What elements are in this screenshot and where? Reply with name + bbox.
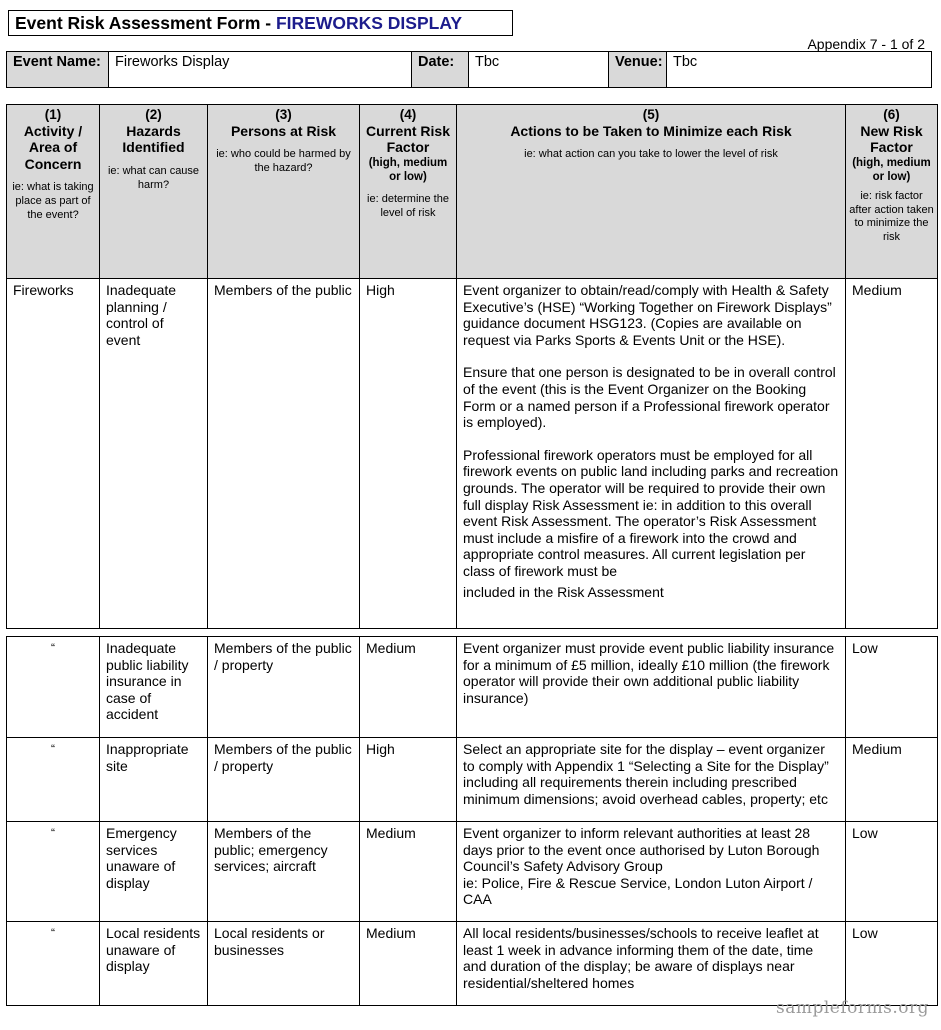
risk-table-main (6, 104, 938, 629)
table-row (7, 922, 938, 1006)
event-name-label: Event Name: (7, 52, 109, 88)
current-risk-cell: Medium (360, 922, 457, 1006)
persons-cell: Members of the public / property (208, 637, 360, 738)
table-row (7, 822, 938, 922)
column-header-actions: (5) Actions to be Taken to Minimize each Risk ie: what action can you take to lower the level of risk (457, 105, 846, 279)
actions-cell: Event organizer to inform relevant authorities at least 28 days prior to the event once authorised by Luton Borough Council’s Safety Advisory Group ie: Police, Fire & Rescue Service, London Luton Airport / CAA (457, 822, 846, 922)
ditto-mark: “ (51, 641, 55, 655)
current-risk-cell: Medium (360, 637, 457, 738)
risk-table-continued (6, 636, 938, 1006)
activity-cell (7, 922, 100, 1006)
appendix-label: Appendix 7 - 1 of 2 (807, 36, 925, 52)
hazard-cell: Inappropriate site (100, 738, 208, 822)
activity-cell (7, 738, 100, 822)
watermark: sampleforms.org (775, 998, 929, 1018)
new-risk-cell: Low (846, 822, 938, 922)
actions-cell (457, 279, 846, 629)
column-header-activity: (1) Activity / Area of Concern ie: what is taking place as part of the event? (7, 105, 100, 279)
activity-cell (7, 637, 100, 738)
ditto-mark: “ (51, 926, 55, 940)
table-row (7, 279, 938, 629)
event-info-table (6, 51, 932, 88)
venue-label: Venue: (609, 52, 667, 88)
form-title-main: Event Risk Assessment Form - (15, 13, 276, 33)
action-paragraph: Ensure that one person is designated to be in overall control of the event (this is the Event Organizer on the Booking Form or a named person if a Professional firework operator is employed). (463, 364, 836, 431)
persons-cell: Members of the public (208, 279, 360, 629)
persons-cell: Members of the public / property (208, 738, 360, 822)
new-risk-cell: Medium (846, 738, 938, 822)
table-row (7, 738, 938, 822)
date-field[interactable]: Tbc (469, 52, 609, 88)
current-risk-cell: High (360, 738, 457, 822)
persons-cell: Members of the public; emergency services; aircraft (208, 822, 360, 922)
date-label: Date: (412, 52, 469, 88)
activity-cell: Fireworks (7, 279, 100, 629)
hazard-cell: Emergency services unaware of display (100, 822, 208, 922)
venue-field[interactable]: Tbc (667, 52, 932, 88)
column-header-persons: (3) Persons at Risk ie: who could be harmed by the hazard? (208, 105, 360, 279)
form-title (8, 10, 513, 36)
event-name-field[interactable]: Fireworks Display (109, 52, 412, 88)
current-risk-cell: Medium (360, 822, 457, 922)
column-header-new-risk: (6) New Risk Factor (high, medium or low) ie: risk factor after action taken to minimize the risk (846, 105, 938, 279)
new-risk-cell: Low (846, 637, 938, 738)
column-header-hazards: (2) Hazards Identified ie: what can cause harm? (100, 105, 208, 279)
current-risk-cell: High (360, 279, 457, 629)
new-risk-cell: Medium (846, 279, 938, 629)
action-paragraph: Professional firework operators must be employed for all firework events on public land including parks and recreation grounds. The operator will be required to provide their own full display Risk Assessment ie: in addition to this overall event Risk Assessment. The operator’s Risk Assessment must include a misfire of a firework into the crowd and appropriate control measures. All current legislation per class of firework must be (463, 446, 839, 579)
ditto-mark: “ (51, 742, 55, 756)
hazard-cell: Inadequate public liability insurance in case of accident (100, 637, 208, 738)
form-title-accent: FIREWORKS DISPLAY (275, 13, 463, 33)
activity-cell (7, 822, 100, 922)
actions-cell: All local residents/businesses/schools to receive leaflet at least 1 week in advance informing them of the date, time and duration of the display; be aware of displays near residential/sheltered homes (457, 922, 846, 1006)
action-paragraph: Event organizer to obtain/read/comply with Health & Safety Executive’s (HSE) “Working Together on Firework Displays” guidance document HSG123. (Copies are available on request via Parks Sports & Events Unit or the HSE). (463, 282, 832, 348)
hazard-cell: Inadequate planning / control of event (100, 279, 208, 629)
actions-cell: Select an appropriate site for the display – event organizer to comply with Appendix 1 “Selecting a Site for the Display” including all requirements therein including prescribed minimum dimensions; avoid overhead cables, property; etc (457, 738, 846, 822)
persons-cell: Local residents or businesses (208, 922, 360, 1006)
table-row (7, 637, 938, 738)
ditto-mark: “ (51, 826, 55, 840)
actions-cell: Event organizer must provide event public liability insurance for a minimum of £5 million, ideally £10 million (the firework operator will provide their own additional public liability insurance) (457, 637, 846, 738)
hazard-cell: Local residents unaware of display (100, 922, 208, 1006)
action-paragraph: included in the Risk Assessment (463, 583, 664, 600)
column-header-current-risk: (4) Current Risk Factor (high, medium or low) ie: determine the level of risk (360, 105, 457, 279)
new-risk-cell: Low (846, 922, 938, 1006)
